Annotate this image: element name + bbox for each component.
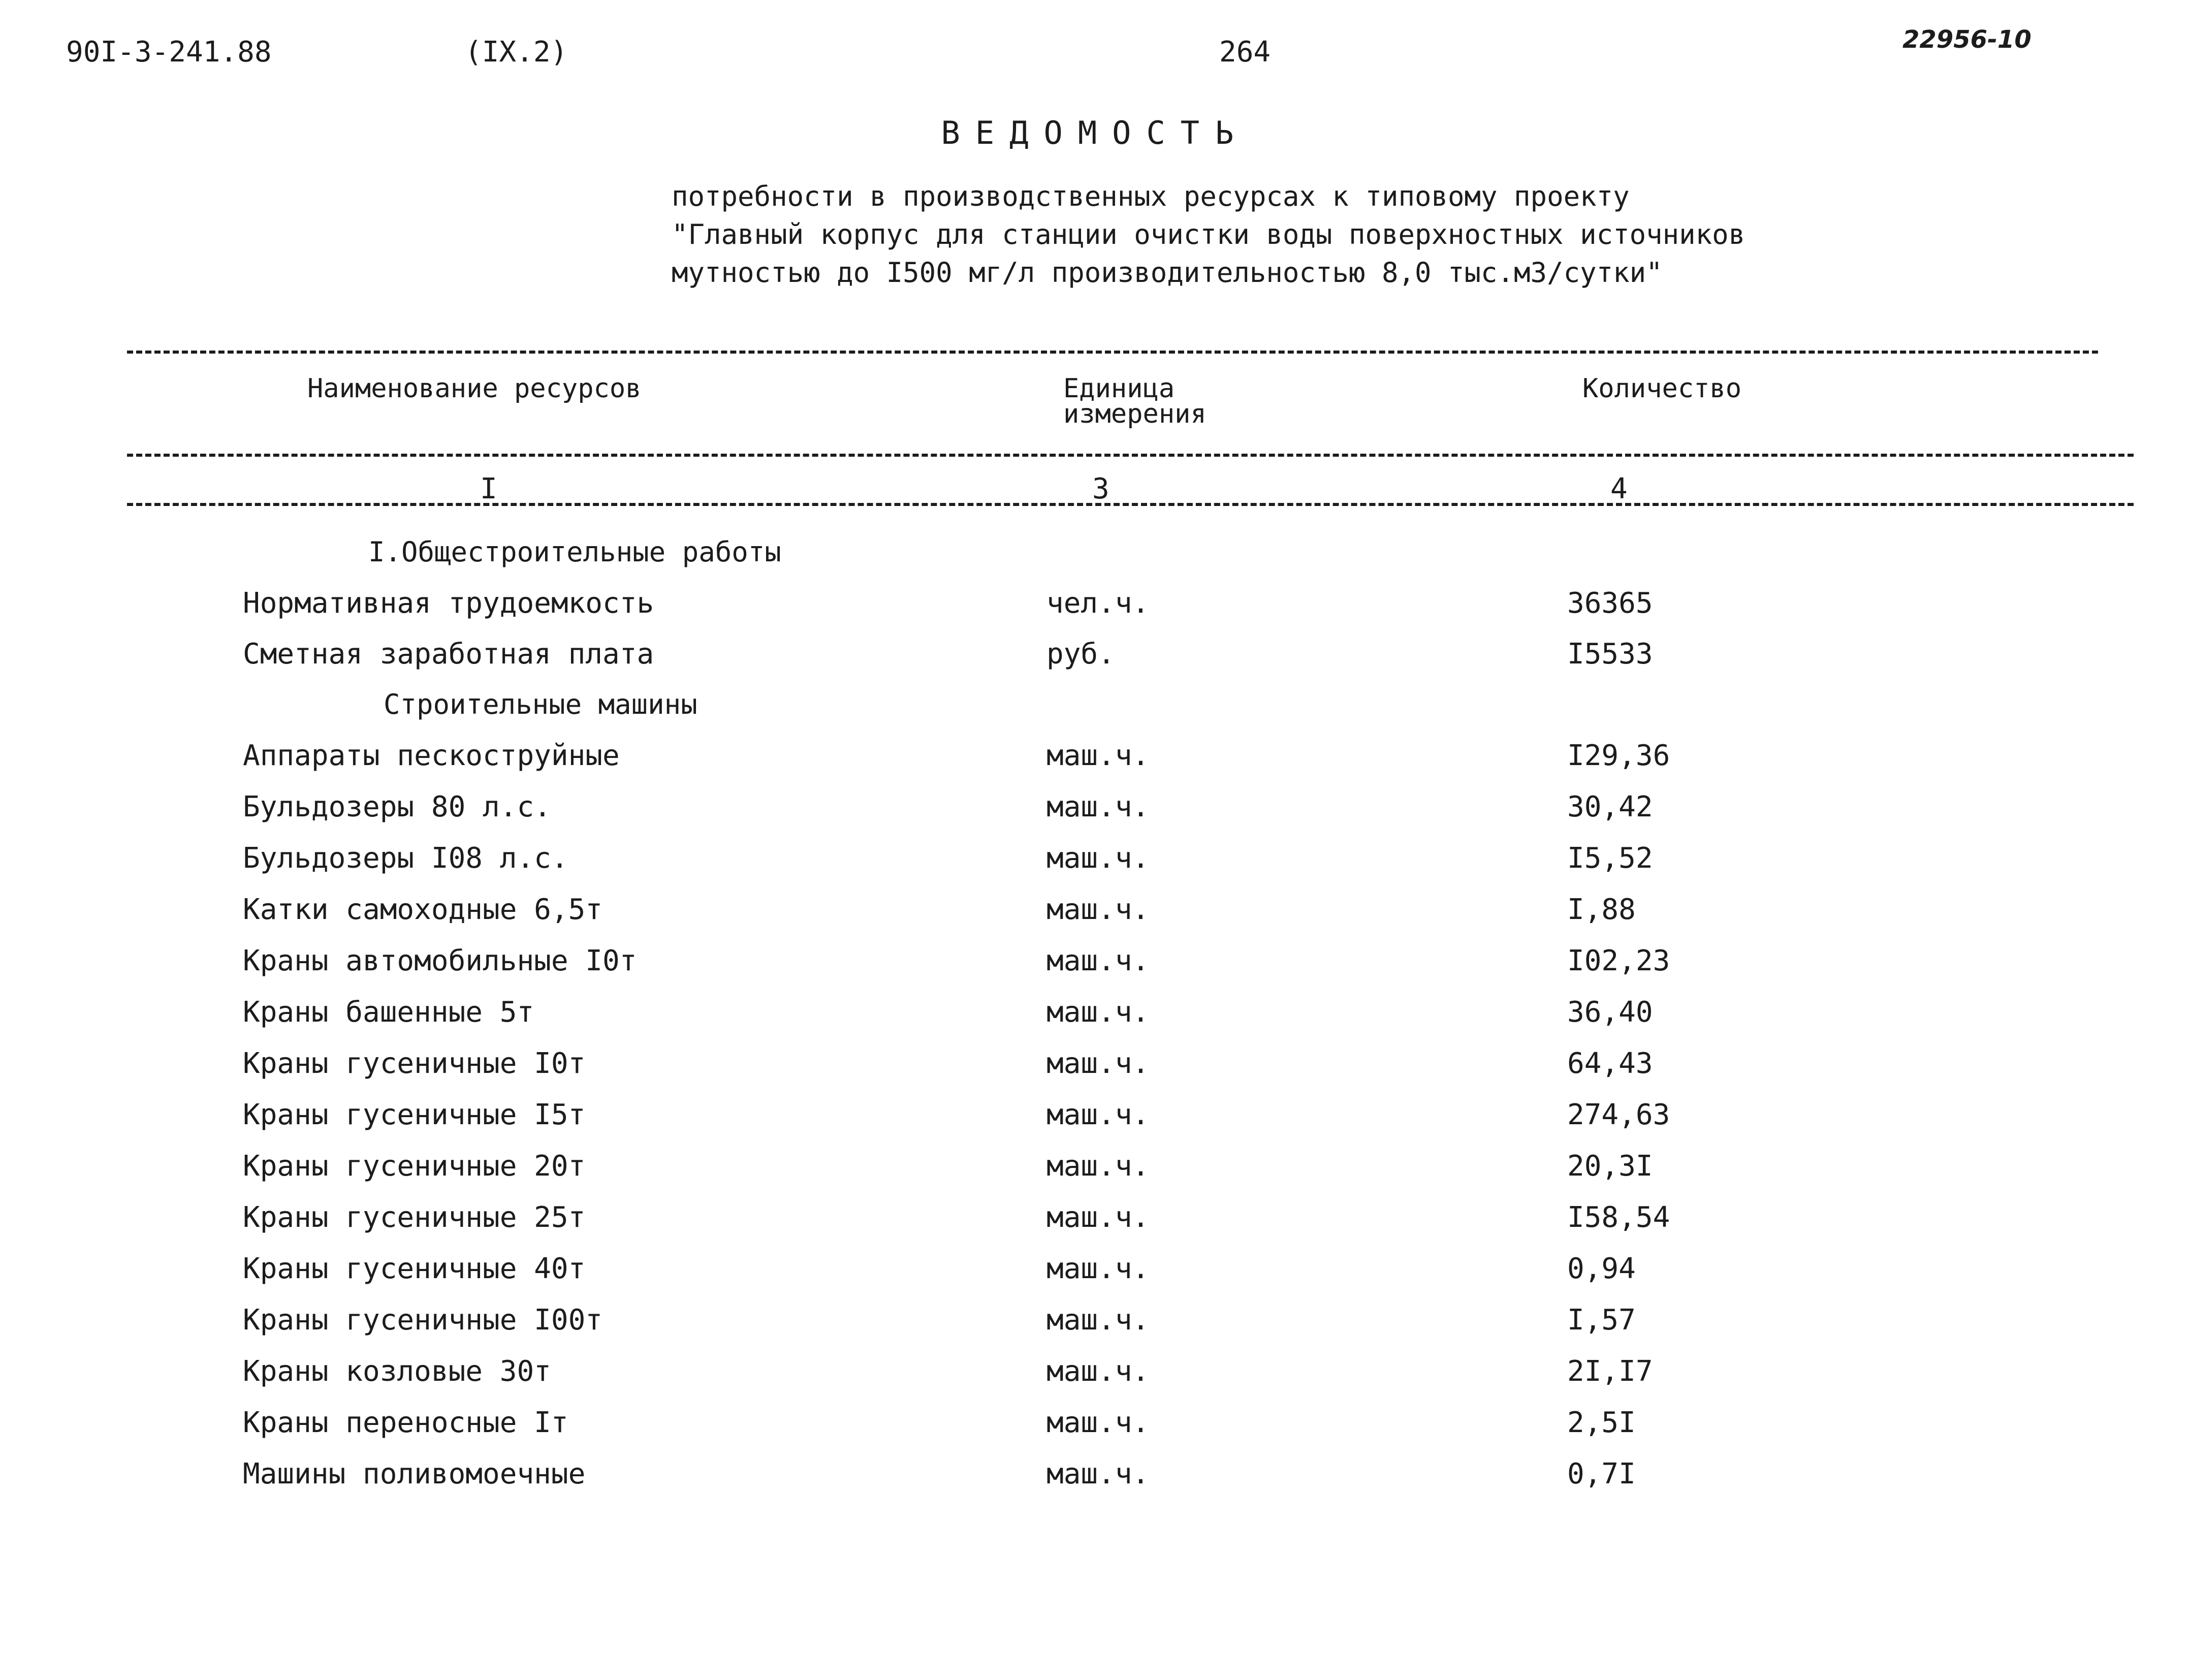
resource-quantity: 0,94	[1567, 1252, 1636, 1285]
page-title: ВЕДОМОСТЬ	[941, 114, 1249, 151]
resource-quantity: 36,40	[1567, 996, 1653, 1029]
document-code: 90I-3-241.88	[66, 36, 272, 69]
resource-quantity: 64,43	[1567, 1047, 1653, 1080]
resource-quantity: 2I,I7	[1567, 1355, 1653, 1388]
column-header-unit-line2: измерения	[1063, 399, 1207, 429]
resource-unit: маш.ч.	[1046, 1150, 1150, 1183]
resource-unit: маш.ч.	[1046, 996, 1150, 1029]
table-row	[0, 1355, 2190, 1390]
page-number: 264	[1219, 36, 1271, 69]
table-row	[0, 739, 2190, 775]
table-row	[0, 1201, 2190, 1237]
resource-name: Краны гусеничные I0т	[243, 1047, 586, 1080]
resource-name: Аппараты пескоструйные	[243, 739, 620, 772]
resource-name: Краны гусеничные 25т	[243, 1201, 586, 1234]
resource-name: Краны гусеничные I5т	[243, 1098, 586, 1131]
resource-name: Краны гусеничные I00т	[243, 1304, 603, 1337]
resource-unit: руб.	[1046, 638, 1115, 671]
resource-quantity: 20,3I	[1567, 1150, 1653, 1183]
column-number-name: I	[480, 472, 497, 505]
resource-quantity: I02,23	[1567, 944, 1670, 977]
column-header-unit-line1: Единица	[1063, 373, 1175, 404]
table-top-rule	[127, 351, 2098, 354]
resource-unit: маш.ч.	[1046, 1047, 1150, 1080]
table-row	[0, 1098, 2190, 1134]
resource-unit: маш.ч.	[1046, 1252, 1150, 1285]
column-number-qty: 4	[1610, 472, 1628, 505]
column-number-unit: 3	[1092, 472, 1109, 505]
column-header-qty: Количество	[1582, 373, 1742, 404]
resource-name: Машины поливомоечные	[243, 1457, 586, 1491]
resource-quantity: I,88	[1567, 893, 1636, 926]
table-row	[0, 944, 2190, 980]
column-numbers-rule	[127, 503, 2134, 506]
resource-name: Нормативная трудоемкость	[243, 587, 654, 620]
resource-quantity: 2,5I	[1567, 1406, 1636, 1439]
table-row	[0, 638, 2190, 673]
resource-quantity: 274,63	[1567, 1098, 1670, 1131]
section-title: I.Общестроительные работы	[368, 536, 781, 568]
table-row	[0, 893, 2190, 929]
resource-quantity: 36365	[1567, 587, 1653, 620]
subsection-title: Строительные машины	[384, 688, 697, 720]
resource-unit: маш.ч.	[1046, 1355, 1150, 1388]
section-code: (IX.2)	[465, 36, 568, 69]
table-row	[0, 1150, 2190, 1185]
resource-unit: маш.ч.	[1046, 893, 1150, 926]
resource-name: Бульдозеры 80 л.с.	[243, 790, 551, 823]
resource-unit: маш.ч.	[1046, 1304, 1150, 1337]
subtitle-line-3: мутностью до I500 мг/л производительностью 8,0 тыс.м3/сутки"	[672, 257, 1663, 289]
subtitle-line-2: "Главный корпус для станции очистки воды поверхностных источников	[672, 218, 1745, 250]
resource-name: Сметная заработная плата	[243, 638, 654, 671]
resource-name: Краны гусеничные 40т	[243, 1252, 586, 1285]
resource-unit: маш.ч.	[1046, 842, 1150, 875]
table-row	[0, 996, 2190, 1031]
resource-quantity: I,57	[1567, 1304, 1636, 1337]
subtitle-line-1: потребности в производственных ресурсах к типовому проекту	[672, 180, 1630, 212]
table-row	[0, 1457, 2190, 1493]
table-row	[0, 842, 2190, 877]
resource-name: Катки самоходные 6,5т	[243, 893, 603, 926]
table-row	[0, 1304, 2190, 1339]
resource-quantity: I58,54	[1567, 1201, 1670, 1234]
header-bottom-rule	[127, 454, 2134, 457]
resource-quantity: I5533	[1567, 638, 1653, 671]
resource-unit: маш.ч.	[1046, 739, 1150, 772]
resource-name: Краны башенные 5т	[243, 996, 534, 1029]
table-row	[0, 587, 2190, 622]
resource-name: Краны козловые 30т	[243, 1355, 551, 1388]
resource-unit: маш.ч.	[1046, 944, 1150, 977]
resource-name: Краны гусеничные 20т	[243, 1150, 586, 1183]
resource-quantity: 30,42	[1567, 790, 1653, 823]
resource-unit: маш.ч.	[1046, 1201, 1150, 1234]
resource-quantity: I5,52	[1567, 842, 1653, 875]
resource-quantity: I29,36	[1567, 739, 1670, 772]
archive-stamp: 22956-10	[1902, 25, 2032, 54]
resource-unit: маш.ч.	[1046, 1406, 1150, 1439]
table-row	[0, 1252, 2190, 1288]
table-row	[0, 1047, 2190, 1083]
resource-name: Краны переносные Iт	[243, 1406, 568, 1439]
column-header-name: Наименование ресурсов	[307, 373, 642, 404]
resource-name: Краны автомобильные I0т	[243, 944, 637, 977]
table-row	[0, 790, 2190, 826]
resource-unit: чел.ч.	[1046, 587, 1150, 620]
resource-quantity: 0,7I	[1567, 1457, 1636, 1491]
resource-unit: маш.ч.	[1046, 1098, 1150, 1131]
resource-unit: маш.ч.	[1046, 790, 1150, 823]
resource-name: Бульдозеры I08 л.с.	[243, 842, 568, 875]
resource-unit: маш.ч.	[1046, 1457, 1150, 1491]
table-row	[0, 1406, 2190, 1442]
